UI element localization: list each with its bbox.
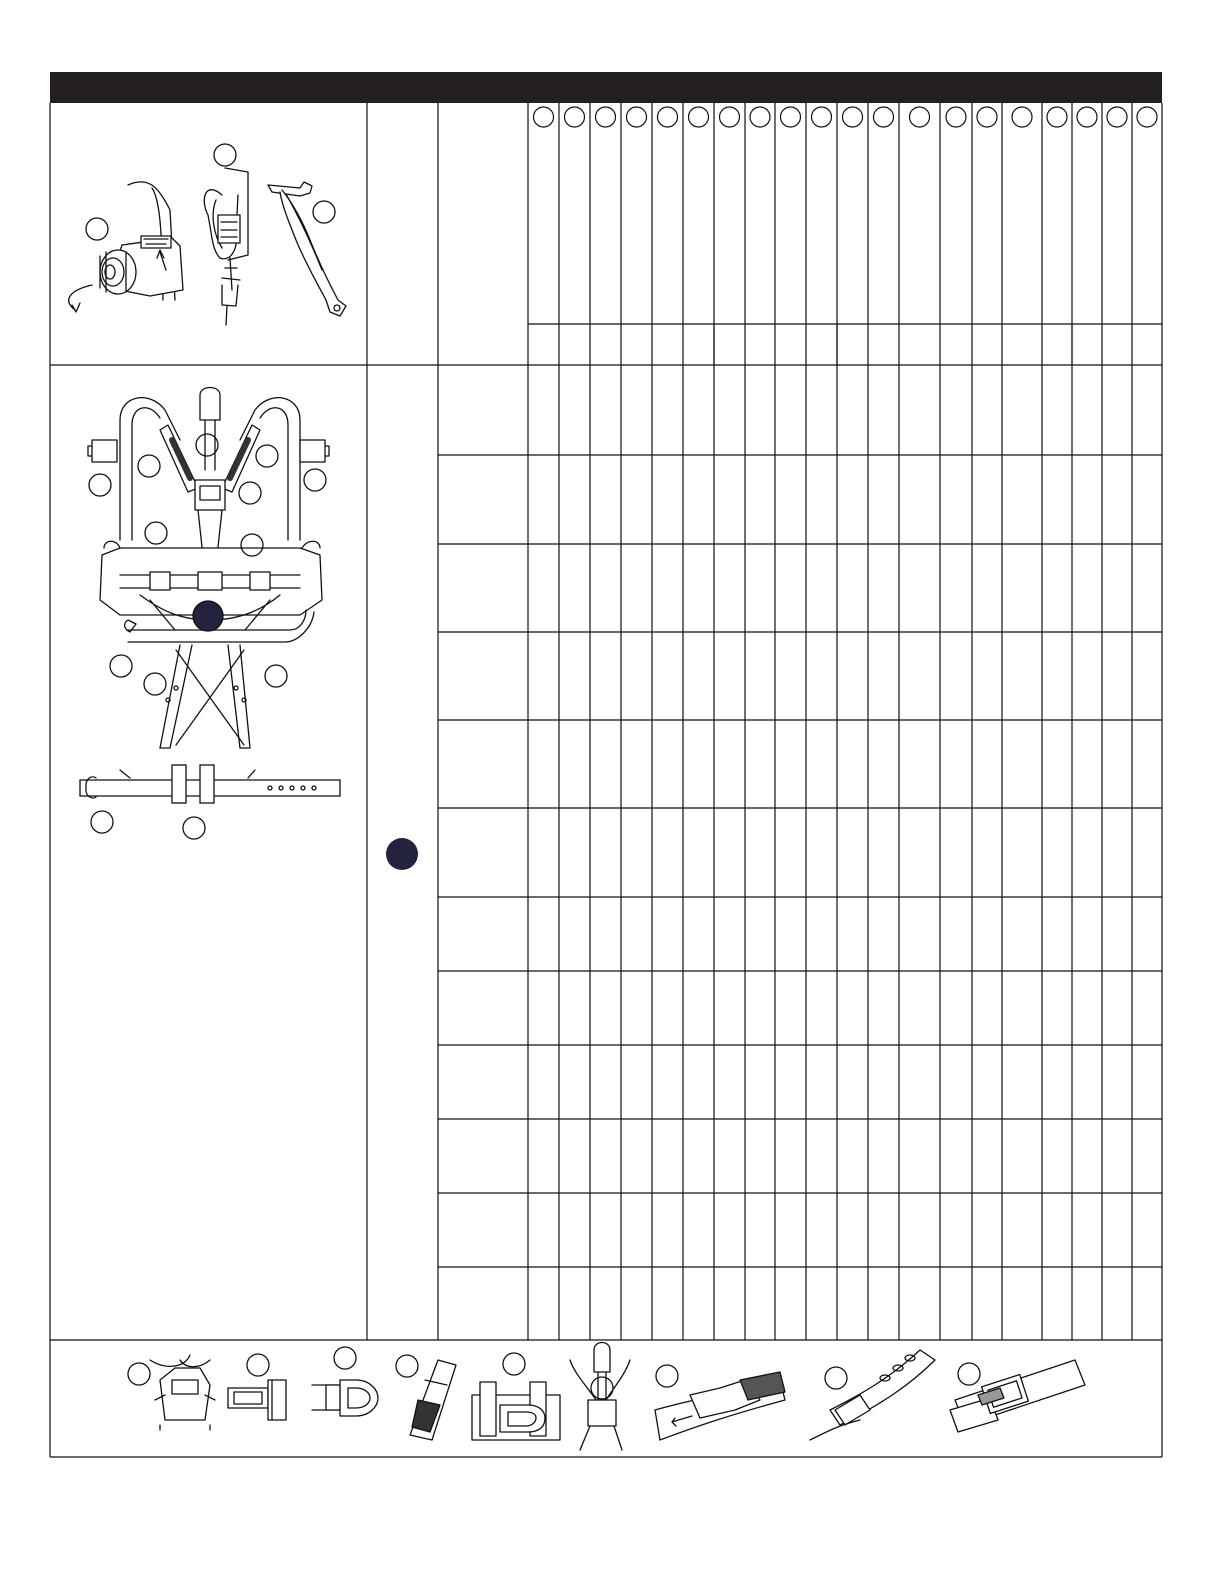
callout-circle — [958, 1363, 980, 1385]
callout-circle — [110, 655, 132, 677]
callout-circle — [247, 1354, 269, 1376]
column-header-circle — [874, 107, 894, 127]
callout-circle — [656, 1365, 678, 1387]
callout-circle — [145, 522, 167, 544]
callout-circle — [304, 469, 326, 491]
lever-illustration — [268, 182, 346, 316]
friction-buckle-detail — [950, 1360, 1085, 1432]
callout-circle — [214, 144, 236, 166]
full-body-harness-front-illustration — [88, 388, 329, 749]
callout-circle — [86, 218, 108, 240]
column-header-circle — [812, 107, 832, 127]
column-header-circle — [1077, 107, 1097, 127]
bottom-detail-strip — [128, 1343, 1085, 1451]
column-header-circle — [689, 107, 709, 127]
column-header-circle — [627, 107, 647, 127]
shoulder-pad-detail — [396, 1355, 456, 1440]
callout-circle — [591, 1377, 613, 1399]
column-header-circle — [1107, 107, 1127, 127]
top-illustration-panel — [69, 144, 346, 325]
d-ring-keeper-detail — [228, 1354, 286, 1420]
column-header-circle — [1012, 107, 1032, 127]
callout-circle — [89, 474, 111, 496]
callout-circle — [825, 1367, 847, 1389]
column-header-circle — [843, 107, 863, 127]
column-header-circle — [977, 107, 997, 127]
callout-circle — [128, 1363, 150, 1385]
column-header-circle — [750, 107, 770, 127]
rope-grab-illustration — [204, 168, 248, 325]
callout-circle — [138, 455, 160, 477]
back-plate-detail — [128, 1355, 215, 1430]
back-d-ring-detail — [570, 1343, 630, 1451]
column-header-circle — [910, 107, 930, 127]
callout-circle — [144, 673, 166, 695]
section-marker — [386, 838, 418, 870]
tongue-buckle-detail — [810, 1350, 935, 1440]
callout-circle — [313, 201, 335, 223]
callout-circle — [91, 811, 113, 833]
quick-connect-buckle-detail — [655, 1365, 785, 1440]
callout-circle — [239, 482, 261, 504]
column-header-circle — [658, 107, 678, 127]
callout-circle — [256, 445, 278, 467]
column-header-circle — [1137, 107, 1157, 127]
column-header-circle — [534, 107, 554, 127]
callout-circle — [396, 1355, 418, 1377]
callout-circle — [265, 665, 287, 687]
waist-belt-illustration — [80, 765, 340, 839]
column-header-circle — [596, 107, 616, 127]
callout-circle — [334, 1347, 356, 1369]
column-header-circle — [946, 107, 966, 127]
d-ring-detail — [312, 1347, 378, 1416]
header-bar — [50, 72, 1162, 103]
filled-marker — [193, 601, 223, 631]
column-header-circle — [781, 107, 801, 127]
callout-circle — [183, 817, 205, 839]
column-header-circle — [565, 107, 585, 127]
connector-wheel-illustration — [69, 182, 183, 312]
callout-circle — [503, 1353, 525, 1375]
column-header-circle — [1047, 107, 1067, 127]
column-header-circle — [720, 107, 740, 127]
hip-d-ring-detail — [472, 1353, 560, 1440]
